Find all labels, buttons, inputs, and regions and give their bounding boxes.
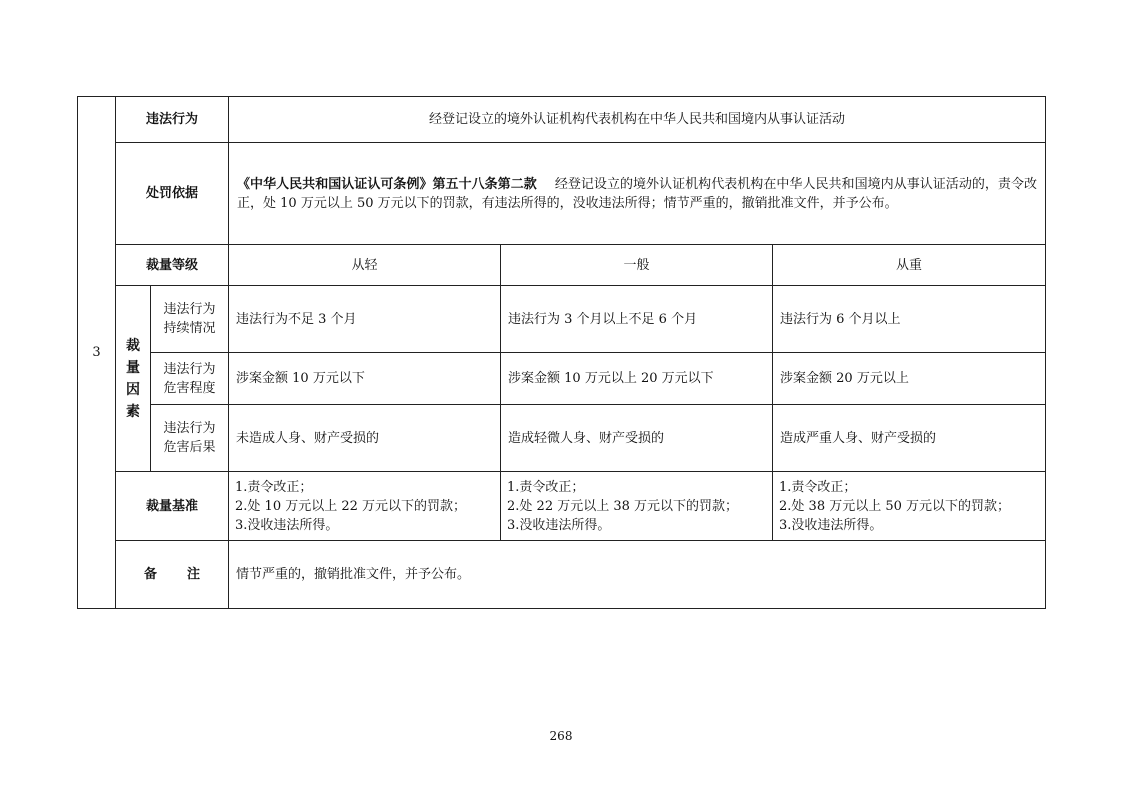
basis-cell (229, 143, 1046, 245)
standard-light-line: 2.处 10 万元以上 22 万元以下的罚款； (235, 498, 467, 514)
factor-name: 违法行为持续情况 (151, 286, 229, 353)
factor-row (78, 286, 1046, 353)
basis-label: 处罚依据 (116, 143, 229, 245)
factor-light: 未造成人身、财产受损的 (229, 405, 501, 472)
factors-label: 裁量因素 (126, 337, 140, 420)
page-number: 268 (549, 729, 573, 743)
standard-normal (501, 472, 773, 541)
standard-heavy-line: 2.处 38 万元以上 50 万元以下的罚款； (779, 498, 1011, 514)
row-number: 3 (78, 97, 116, 609)
factor-name: 违法行为危害程度 (151, 353, 229, 405)
standard-row (78, 472, 1046, 541)
standard-normal-line: 1.责令改正； (507, 479, 585, 495)
standard-heavy-line: 3.没收违法所得。 (779, 517, 883, 533)
remark-label-left: 备 (143, 567, 157, 582)
factor-normal: 涉案金额 10 万元以上 20 万元以下 (501, 353, 773, 405)
remark-text: 情节严重的，撤销批准文件，并予公布。 (229, 541, 1046, 609)
factors-label-cell (116, 286, 151, 472)
remark-label-right: 注 (187, 567, 201, 582)
level-light: 从轻 (229, 245, 501, 286)
factor-light: 涉案金额 10 万元以下 (229, 353, 501, 405)
remark-row (78, 541, 1046, 609)
level-normal: 一般 (501, 245, 773, 286)
basis-title: 《中华人民共和国认证认可条例》第五十八条第二款 (237, 176, 537, 192)
levels-label: 裁量等级 (116, 245, 229, 286)
levels-row (78, 245, 1046, 286)
factor-light: 违法行为不足 3 个月 (229, 286, 501, 353)
standard-light-line: 3.没收违法所得。 (235, 517, 339, 533)
factor-heavy: 涉案金额 20 万元以上 (773, 353, 1046, 405)
violation-label: 违法行为 (116, 97, 229, 143)
standard-normal-line: 3.没收违法所得。 (507, 517, 611, 533)
remark-label (116, 541, 229, 609)
basis-row (78, 143, 1046, 245)
violation-text: 经登记设立的境外认证机构代表机构在中华人民共和国境内从事认证活动 (229, 97, 1046, 143)
standard-light-line: 1.责令改正； (235, 479, 313, 495)
factor-heavy: 造成严重人身、财产受损的 (773, 405, 1046, 472)
violation-row (78, 97, 1046, 143)
basis-text: 经登记设立的境外认证机构代表机构在中华人民共和国境内从事认证活动的，责令改正，处 10 万元以上 50 万元以下的罚款，有违法所得的，没收违法所得；情节严重的，撤销批准文件，并予公布。 (237, 176, 1037, 211)
factor-name: 违法行为危害后果 (151, 405, 229, 472)
penalty-discretion-table (77, 96, 1046, 609)
factor-row (78, 405, 1046, 472)
factor-normal: 违法行为 3 个月以上不足 6 个月 (501, 286, 773, 353)
standard-label: 裁量基准 (116, 472, 229, 541)
factor-normal: 造成轻微人身、财产受损的 (501, 405, 773, 472)
standard-light (229, 472, 501, 541)
factor-heavy: 违法行为 6 个月以上 (773, 286, 1046, 353)
standard-heavy-line: 1.责令改正； (779, 479, 857, 495)
level-heavy: 从重 (773, 245, 1046, 286)
factor-row (78, 353, 1046, 405)
standard-normal-line: 2.处 22 万元以上 38 万元以下的罚款； (507, 498, 739, 514)
standard-heavy (773, 472, 1046, 541)
